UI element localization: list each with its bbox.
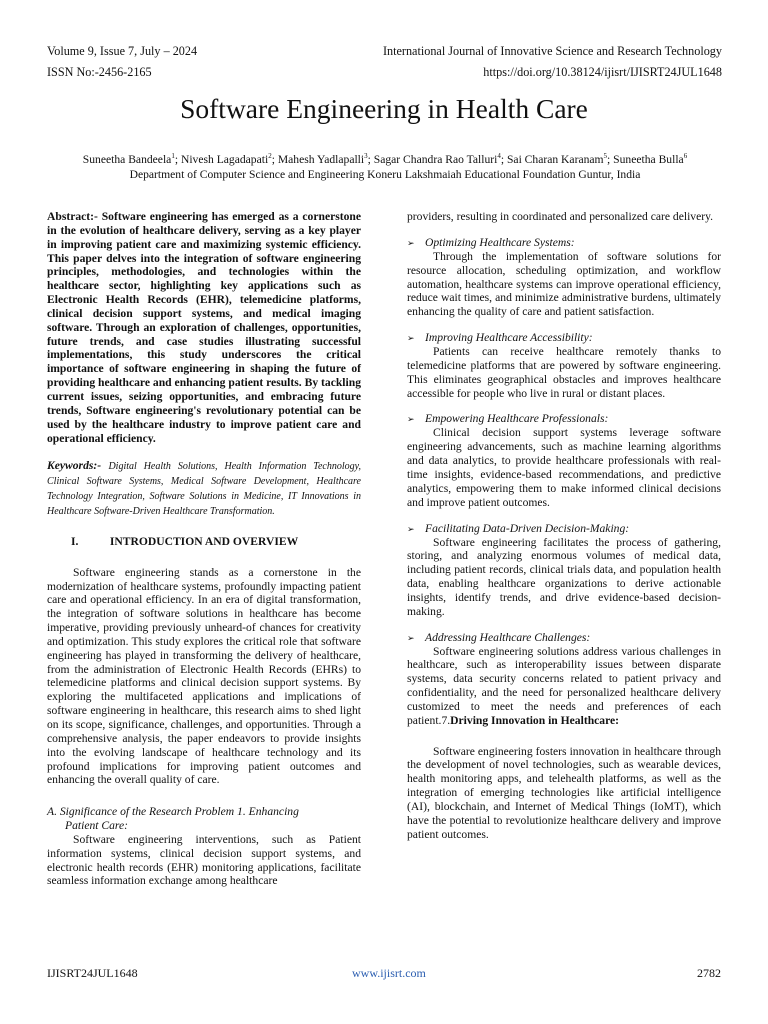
final-paragraph: Software engineering fosters innovation in healthcare through the development of novel technologies, such as wearable devices, health monitoring apps, and telehealth platforms, as well as the integration of emerging technologies like artificial intelligence (AI), blockchain, and Internet of Medical Things (IoMT), which have the potential to revolutionize healthcare delivery and improve patient outcomes.: [407, 744, 721, 841]
bullet-paragraph: Through the implementation of software solutions for resource allocation, scheduling optimization, and workflow automation, healthcare systems can improve operational efficiency, reduce wait times, and minimize administrative burdens, ultimately enhancing the quality of care and patient satisfaction.: [407, 249, 721, 319]
abstract: Abstract:- Software engineering has emerged as a cornerstone in the evolution of healthcare delivery, serving as a key player in improving patient care and maximizing systemic efficiency. This paper delves into the integration of software engineering principles, methodologies, and technologies within the healthcare sector, highlighting key applications such as Electronic Health Records (EHR), telemedicine platforms, clinical decision support systems, and medical imaging software. Through an exploration of challenges, opportunities, future trends, and case studies illustrating successful implementations, this study underscores the critical importance of software engineering in shaping the future of providing healthcare and enhancing patient results. By tackling current issues, seizing opportunities, and embracing future trends, Software engineering's revolutionary potential can be used by the healthcare industry to improve patient care and operational efficiency.: [47, 210, 361, 445]
continued-paragraph: providers, resulting in coordinated and personalized care delivery.: [407, 210, 714, 223]
bullet-paragraph: Patients can receive healthcare remotely thanks to telemedicine platforms that are powered by software engineering. This eliminates geographical obstacles and improves healthcare accessible for people who live in rural or distant places.: [407, 345, 721, 400]
paper-title: Software Engineering in Health Care: [180, 93, 588, 124]
footer-website-link[interactable]: www.ijisrt.com: [352, 966, 426, 980]
keywords: [47, 459, 361, 518]
bullet-paragraph: Software engineering facilitates the process of gathering, storing, and analyzing enormous volumes of medical data, including patient records, clinical trials data, and population health data, enabling healthcare organizations to derive actionable insights, identify trends, and drive evidence-based decision-making.: [407, 535, 721, 618]
author-name: Mahesh Yadlapalli: [277, 153, 365, 166]
author-name: Suneetha Bandeela: [82, 153, 172, 166]
keywords-label: Keywords:-: [47, 459, 102, 473]
arrow-bullet-icon: ➢: [407, 414, 415, 425]
author-block: [40, 152, 730, 182]
intro-paragraph: Software engineering stands as a cornerstone in the modernization of healthcare systems, profoundly impacting patient care and operational efficiency. In an era of digital transformation, the integration of software solutions in healthcare has become imperative, providing previously unheard-of chances for creativity and optimization. This study explores the critical role that software engineering has played in transforming the delivery of healthcare, from the administration of Electronic Health Records (EHRs) to telemedicine platforms and clinical decision support systems. By exploring the multifaceted applications and implications of software engineering in healthcare, this research aims to shed light on its scope, significance, challenges, and opportunities. Through a comprehensive analysis, the paper endeavors to provide insights into the evolving landscape of healthcare technology and its profound implications for improving patient outcomes and enhancing the overall quality of care.: [47, 565, 361, 787]
journal-name: International Journal of Innovative Science and Research Technology: [382, 44, 722, 58]
driving-innovation-heading: Driving Innovation in Healthcare:: [450, 713, 620, 727]
bullet-heading: ➢ Addressing Healthcare Challenges:: [407, 630, 591, 644]
subsection-heading: A. Significance of the Research Problem 1. Enhancing Patient Care:: [47, 805, 299, 833]
bullet-heading: ➢ Optimizing Healthcare Systems:: [407, 235, 575, 249]
author-list: Suneetha Bandeela$^1$; Nivesh Lagadapati$^2$; Mahesh Yadlapalli$^3$; Sagar Chandra Rao Talluri$^4$; Sai Charan Karanam$^5$; Suneetha Bulla$^6$: [82, 152, 688, 166]
doi-link[interactable]: https://doi.org/10.38124/ijisrt/IJISRT24JUL1648: [483, 65, 722, 79]
author-name: Nivesh Lagadapati: [180, 153, 269, 166]
keywords-text: Digital Health Solutions, Health Information Technology, Clinical Software Systems, Medical Software Development, Healthcare Technology Integration, Software Solutions in Medicine, IT Innovations in Healthcare Software-Driven Healthcare Transformation.: [47, 461, 361, 517]
page-number: 2782: [697, 966, 721, 980]
bullet-paragraph: Software engineering solutions address various challenges in healthcare, such as interoperability issues between disparate systems, data security concerns related to patient privacy and confidentiality, and the need for personalized healthcare delivery customized to meet the needs and preferences of each patient.7.Driving Innovation in Healthcare:: [407, 644, 721, 727]
issn: ISSN No:-2456-2165: [47, 65, 152, 79]
volume-info: Volume 9, Issue 7, July – 2024: [47, 44, 198, 58]
arrow-bullet-icon: ➢: [407, 333, 415, 344]
section-number: I.: [71, 534, 79, 548]
bullet-paragraph: Clinical decision support systems leverage software engineering advancements, such as machine learning algorithms and data analytics, to provide healthcare professionals with real-time insights, evidence-based recommendations, and predictive analytics, empowering them to make informed clinical decisions and improve patient outcomes.: [407, 426, 721, 509]
left-column: [47, 210, 361, 888]
bullet-heading: ➢ Improving Healthcare Accessibility:: [407, 331, 593, 345]
arrow-bullet-icon: ➢: [407, 632, 415, 643]
bullet-heading: ➢ Facilitating Data-Driven Decision-Making:: [407, 521, 630, 535]
subsection-paragraph: Software engineering interventions, such as Patient information systems, clinical decision support systems, and electronic health records (EHR) monitoring applications, facilitate seamless information exchange among healthcare: [47, 832, 361, 888]
affiliation: Department of Computer Science and Engineering Koneru Lakshmaiah Educational Foundation Guntur, India: [129, 168, 641, 181]
arrow-bullet-icon: ➢: [407, 523, 415, 534]
arrow-bullet-icon: ➢: [407, 237, 415, 248]
header-right: [383, 43, 722, 85]
section-title: INTRODUCTION AND OVERVIEW: [109, 534, 299, 548]
author-name: Suneetha Bulla: [613, 153, 684, 166]
header-left: [47, 43, 197, 85]
author-name: Sai Charan Karanam: [506, 153, 604, 166]
author-name: Sagar Chandra Rao Talluri: [373, 153, 498, 166]
bullet-heading: ➢ Empowering Healthcare Professionals:: [407, 412, 609, 426]
section-heading: [47, 535, 361, 549]
footer-paper-id: IJISRT24JUL1648: [47, 966, 138, 980]
right-column: [407, 210, 721, 842]
